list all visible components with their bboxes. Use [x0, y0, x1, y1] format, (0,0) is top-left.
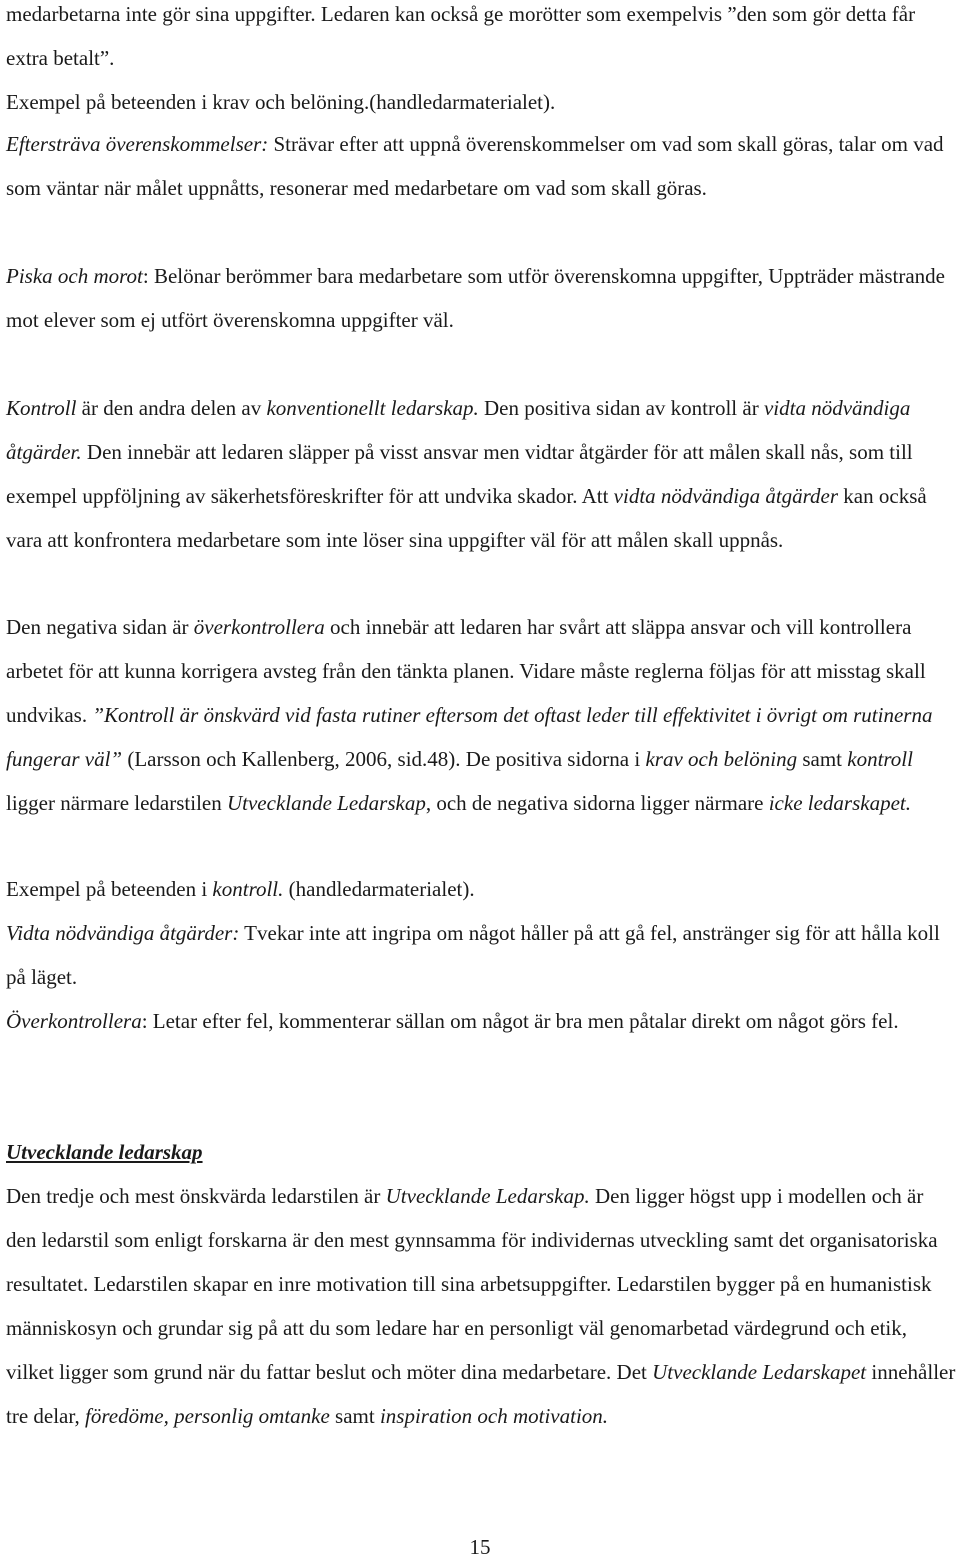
paragraph-text: kan också vara att konfrontera medarbetare som inte löser sina uppgifter väl för att målen skall uppnås. [6, 484, 927, 552]
term-italic: Vidta nödvändiga åtgärder: [6, 921, 240, 945]
term-italic: kontroll. [212, 877, 284, 901]
paragraph-text: och innebär att ledaren har svårt att släppa ansvar och vill kontrollera arbetet för att kunna korrigera avsteg från den tänkta planen. Vidare måste reglerna följas för att misstag skall undvikas. [6, 615, 926, 727]
paragraph-text: innehåller tre delar, [6, 1360, 956, 1428]
term-italic: kontroll [847, 747, 913, 771]
paragraph-text: Exempel på beteenden i krav och belöning.(handledarmaterialet). [6, 90, 556, 114]
section-heading: Utvecklande ledarskap [6, 1140, 203, 1164]
paragraph-text: medarbetarna inte gör sina uppgifter. Ledaren kan också ge morötter som exempelvis ”den som gör detta får extra betalt”. [6, 2, 916, 70]
paragraph-efterstrava [6, 122, 958, 210]
paragraph-text: samt [329, 1404, 380, 1428]
paragraph-text: Tvekar inte att ingripa om något håller på att gå fel, anstränger sig för att hålla koll på läget. [6, 921, 940, 989]
paragraph-text: Den innebär att ledaren släpper på visst ansvar men vidtar åtgärder för att målen skall nås, som till exempel uppföljning av säkerhetsföreskrifter för att undvika skador. Att [6, 440, 913, 508]
term-italic: Piska och morot [6, 264, 143, 288]
paragraph-vidta-atgarder [6, 911, 958, 999]
term-italic: överkontrollera [193, 615, 325, 639]
paragraph-negativa-sidan [6, 605, 958, 825]
paragraph-text: (Larsson och Kallenberg, 2006, sid.48). De positiva sidorna i [122, 747, 646, 771]
paragraph-text: Den tredje och mest önskvärda ledarstilen är [6, 1184, 386, 1208]
term-italic: vidta nödvändiga åtgärder [613, 484, 839, 508]
term-italic: Kontroll [6, 396, 77, 420]
term-italic: inspiration och motivation. [379, 1404, 609, 1428]
term-italic: konventionellt ledarskap. [266, 396, 479, 420]
term-italic: Utvecklande Ledarskapet [652, 1360, 867, 1384]
paragraph-text: samt [797, 747, 848, 771]
term-italic: Eftersträva överenskommelser: [6, 132, 269, 156]
term-italic: Utvecklande Ledarskap [226, 791, 426, 815]
term-italic: icke ledarskapet. [768, 791, 911, 815]
paragraph-text: är den andra delen av [76, 396, 267, 420]
paragraph-text: Den negativa sidan är [6, 615, 194, 639]
paragraph-text: Den positiva sidan av kontroll är [478, 396, 764, 420]
term-italic: föredöme, personlig omtanke [85, 1404, 330, 1428]
term-italic: krav och belöning [645, 747, 798, 771]
paragraph-utvecklande-ledarskap [6, 1174, 958, 1438]
paragraph-overkontrollera [6, 999, 958, 1043]
paragraph-kontroll [6, 386, 958, 562]
paragraph-text: Strävar efter att uppnå överenskommelser om vad som skall göras, talar om vad som väntar när målet uppnåtts, resonerar med medarbetare om vad som skall göras. [6, 132, 944, 200]
term-italic: Överkontrollera [6, 1009, 142, 1033]
paragraph-text: Exempel på beteenden i [6, 877, 213, 901]
page-number: 15 [469, 1535, 491, 1559]
paragraph-text: , och de negativa sidorna ligger närmare [425, 791, 769, 815]
paragraph-text: : Letar efter fel, kommenterar sällan om något är bra men påtalar direkt om något görs fel. [141, 1009, 899, 1033]
paragraph-text: : Belönar berömmer bara medarbetare som utför överenskomna uppgifter, Uppträder mästrande mot elever som ej utfört överenskomna uppgifter väl. [6, 264, 945, 332]
quote-italic: ”Kontroll är önskvärd vid fasta rutiner eftersom det oftast leder till effektivitet i övrigt om rutinerna fungerar väl” [6, 703, 933, 771]
paragraph-text: (handledarmaterialet). [283, 877, 475, 901]
paragraph-exempel-kontroll [6, 867, 958, 911]
paragraph-krav-belonning-intro [6, 0, 958, 124]
paragraph-piska-och-morot [6, 254, 958, 342]
paragraph-text: Den ligger högst upp i modellen och är den ledarstil som enligt forskarna är den mest gynnsamma för individernas utveckling samt det organisatoriska resultatet. Ledarstilen skapar en inre motivation till sina arbetsuppgifter. Ledarstilen bygger på en humanistisk människosyn och grundar sig på att du som ledare har en personligt väl genomarbetad värdegrund och etik, vilket ligger som grund när du fattar beslut och möter dina medarbetare. Det [6, 1184, 938, 1384]
term-italic: Utvecklande Ledarskap. [385, 1184, 590, 1208]
paragraph-text: ligger närmare ledarstilen [6, 791, 227, 815]
term-italic: vidta nödvändiga åtgärder. [6, 396, 911, 464]
